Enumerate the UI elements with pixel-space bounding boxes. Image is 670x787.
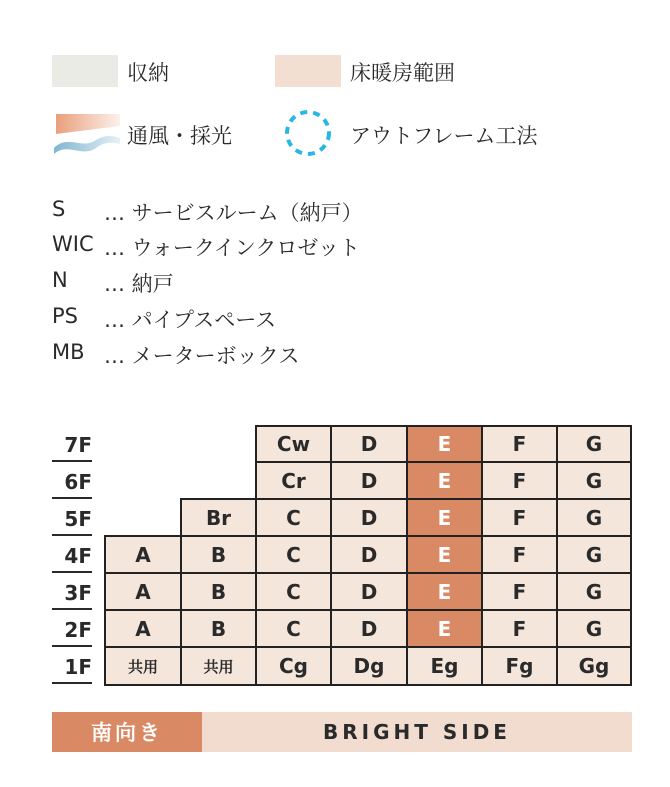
- unit-5f-d[interactable]: D: [330, 498, 408, 537]
- unit-4f-d[interactable]: D: [330, 535, 408, 574]
- unit-1f-dg[interactable]: Dg: [330, 646, 408, 686]
- unit-7f-d[interactable]: D: [330, 425, 408, 463]
- unit-2f-f[interactable]: F: [481, 609, 558, 648]
- orientation-banner: [52, 712, 632, 752]
- unit-4f-f[interactable]: F: [481, 535, 558, 574]
- unit-2f-b[interactable]: B: [180, 609, 257, 648]
- unit-4f-g[interactable]: G: [556, 535, 632, 574]
- floor-label-6f: 6F: [52, 467, 92, 499]
- unit-2f-e[interactable]: E: [406, 609, 483, 648]
- unit-1f-fg[interactable]: Fg: [481, 646, 558, 686]
- unit-3f-e[interactable]: E: [406, 572, 483, 611]
- unit-1f-cg[interactable]: Cg: [255, 646, 332, 686]
- unit-7f-f[interactable]: F: [481, 425, 558, 463]
- unit-6f-g[interactable]: G: [556, 461, 632, 500]
- abbr-code: MB: [52, 340, 85, 364]
- unit-2f-a[interactable]: A: [104, 609, 182, 648]
- unit-1f-common-1: 共用: [104, 646, 182, 686]
- abbr-desc: … ウォークインクロゼット: [104, 236, 360, 260]
- unit-3f-d[interactable]: D: [330, 572, 408, 611]
- south-facing-label: 南向き: [52, 712, 202, 752]
- abbr-row-mb: [52, 340, 299, 370]
- abbr-row-wic: [52, 232, 360, 262]
- floor-label-4f: 4F: [52, 541, 92, 573]
- abbr-row-n: [52, 268, 174, 298]
- unit-5f-g[interactable]: G: [556, 498, 632, 537]
- unit-6f-d[interactable]: D: [330, 461, 408, 500]
- abbr-row-ps: [52, 304, 276, 334]
- unit-5f-e[interactable]: E: [406, 498, 483, 537]
- unit-1f-eg[interactable]: Eg: [406, 646, 483, 686]
- abbr-code: N: [52, 268, 68, 292]
- unit-3f-c[interactable]: C: [255, 572, 332, 611]
- ventilation-icon: [52, 110, 122, 156]
- unit-4f-b[interactable]: B: [180, 535, 257, 574]
- floor-label-1f: 1F: [52, 652, 92, 684]
- unit-6f-e[interactable]: E: [406, 461, 483, 500]
- outframe-icon: [283, 108, 333, 158]
- unit-3f-b[interactable]: B: [180, 572, 257, 611]
- unit-2f-c[interactable]: C: [255, 609, 332, 648]
- legend-outframe-label: アウトフレーム工法: [350, 124, 538, 148]
- unit-6f-cr[interactable]: Cr: [255, 461, 332, 500]
- abbr-desc: … サービスルーム（納戸）: [104, 201, 363, 225]
- floor-heating-swatch: [275, 55, 341, 87]
- unit-7f-e[interactable]: E: [406, 425, 483, 463]
- unit-4f-a[interactable]: A: [104, 535, 182, 574]
- bright-side-label: BRIGHT SIDE: [202, 712, 632, 752]
- unit-5f-c[interactable]: C: [255, 498, 332, 537]
- unit-4f-c[interactable]: C: [255, 535, 332, 574]
- unit-3f-a[interactable]: A: [104, 572, 182, 611]
- unit-2f-g[interactable]: G: [556, 609, 632, 648]
- legend-storage-label: 収納: [127, 61, 169, 85]
- floor-label-3f: 3F: [52, 578, 92, 610]
- unit-3f-f[interactable]: F: [481, 572, 558, 611]
- abbr-code: PS: [52, 304, 78, 328]
- abbr-row-s: [52, 197, 363, 227]
- floor-label-5f: 5F: [52, 504, 92, 536]
- unit-7f-g[interactable]: G: [556, 425, 632, 463]
- storage-swatch: [52, 55, 118, 87]
- unit-7f-cw[interactable]: Cw: [255, 425, 332, 463]
- abbr-desc: … メーターボックス: [104, 344, 300, 368]
- abbr-code: S: [52, 197, 66, 221]
- unit-2f-d[interactable]: D: [330, 609, 408, 648]
- unit-1f-common-2: 共用: [180, 646, 257, 686]
- abbr-desc: … パイプスペース: [104, 308, 277, 332]
- unit-5f-f[interactable]: F: [481, 498, 558, 537]
- legend-ventilation-label: 通風・採光: [127, 124, 232, 148]
- abbr-desc: … 納戸: [104, 272, 174, 296]
- floor-label-2f: 2F: [52, 615, 92, 647]
- legend-floor-heating-label: 床暖房範囲: [350, 61, 455, 85]
- unit-4f-e[interactable]: E: [406, 535, 483, 574]
- unit-1f-gg[interactable]: Gg: [556, 646, 632, 686]
- unit-5f-br[interactable]: Br: [180, 498, 257, 537]
- unit-6f-f[interactable]: F: [481, 461, 558, 500]
- floor-label-7f: 7F: [52, 430, 92, 462]
- abbr-code: WIC: [52, 232, 94, 256]
- unit-3f-g[interactable]: G: [556, 572, 632, 611]
